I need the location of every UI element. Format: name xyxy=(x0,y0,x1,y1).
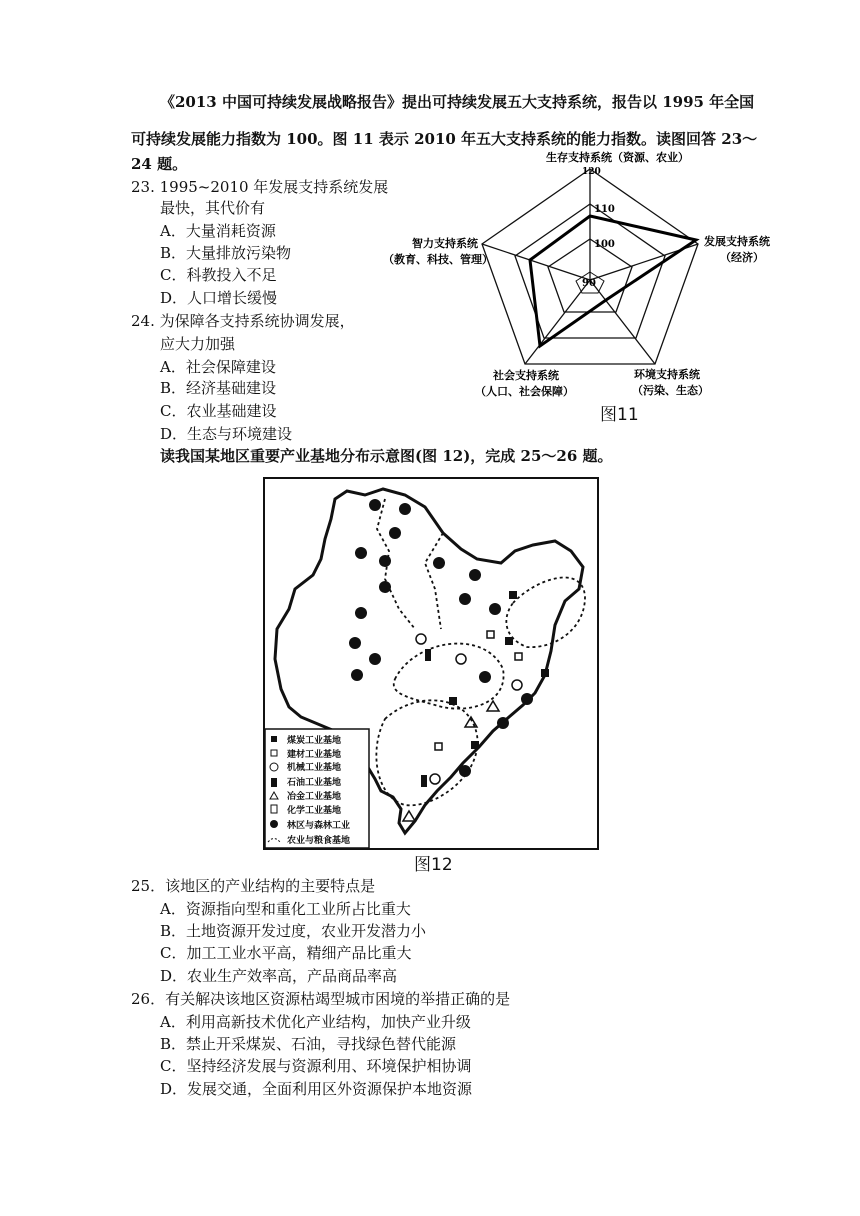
figure-11-caption: 图11 xyxy=(600,405,639,425)
q24-stem-1: 24. 为保障各支持系统协调发展， xyxy=(131,312,355,330)
q23-option-d: D．人口增长缓慢 xyxy=(160,289,278,307)
legend-chemical: 化学工业基地 xyxy=(287,806,342,816)
q23-option-a: A．大量消耗资源 xyxy=(160,222,276,240)
q23-option-c: C．科教投入不足 xyxy=(160,266,277,284)
q23-stem-1: 23. 1995~2010 年发展支持系统发展 xyxy=(131,178,389,196)
tick-120: 120 xyxy=(582,167,601,177)
q23-stem-2: 最快，其代价有 xyxy=(160,199,266,217)
q24-option-c: C．农业基础建设 xyxy=(160,402,277,420)
q26-option-a: A．利用高新技术优化产业结构，加快产业升级 xyxy=(160,1013,471,1031)
legend-forestry: 林区与森林工业 xyxy=(287,821,351,831)
q24-option-a: A．社会保障建设 xyxy=(160,358,276,376)
axis-label-development: 发展支持系统 xyxy=(704,235,770,248)
intro-2: 读我国某地区重要产业基地分布示意图(图 12)，完成 25～26 题。 xyxy=(160,447,613,465)
legend-petroleum: 石油工业基地 xyxy=(287,778,342,788)
tick-100: 100 xyxy=(594,239,615,250)
axis-label-development-sub: （经济） xyxy=(720,251,764,264)
axis-label-social: 社会支持系统 xyxy=(493,369,559,382)
q24-option-b: B．经济基础建设 xyxy=(160,379,277,397)
legend-metallurgy: 冶金工业基地 xyxy=(287,792,342,802)
q26-option-d: D．发展交通，全面利用区外资源保护本地资源 xyxy=(160,1080,473,1098)
q25-stem: 25．该地区的产业结构的主要特点是 xyxy=(131,877,376,895)
axis-label-environment: 环境支持系统 xyxy=(634,368,700,381)
q23-option-b: B．大量排放污染物 xyxy=(160,244,292,262)
q25-option-a: A．资源指向型和重化工业所占比重大 xyxy=(160,900,411,918)
intro-line-2: 可持续发展能力指数为 100。图 11 表示 2010 年五大支持系统的能力指数。读图回答 23～ xyxy=(131,130,758,148)
axis-label-intelligence-sub: （教育、科技、管理） xyxy=(383,253,493,266)
figure-12-caption: 图12 xyxy=(414,855,453,875)
figure-12-map xyxy=(263,477,599,850)
legend-building-materials: 建材工业基地 xyxy=(287,750,342,760)
figure-11-radar xyxy=(370,148,790,418)
legend-machinery: 机械工业基地 xyxy=(287,763,342,773)
legend-agriculture: 农业与粮食基地 xyxy=(287,836,351,846)
q25-option-c: C．加工工业水平高，精细产品比重大 xyxy=(160,944,412,962)
q26-option-b: B．禁止开采煤炭、石油，寻找绿色替代能源 xyxy=(160,1035,457,1053)
q24-stem-2: 应大力加强 xyxy=(160,335,236,353)
legend-coal: 煤炭工业基地 xyxy=(287,736,342,746)
q24-option-d: D．生态与环境建设 xyxy=(160,425,293,443)
q26-option-c: C．坚持经济发展与资源利用、环境保护相协调 xyxy=(160,1057,472,1075)
q26-stem: 26．有关解决该地区资源枯竭型城市困境的举措正确的是 xyxy=(131,990,511,1008)
intro-line-1: 《2013 中国可持续发展战略报告》提出可持续发展五大支持系统，报告以 1995 年全国 xyxy=(160,93,755,111)
tick-110: 110 xyxy=(594,204,615,215)
axis-label-environment-sub: （污染、生态） xyxy=(632,384,709,397)
q25-option-b: B．土地资源开发过度，农业开发潜力小 xyxy=(160,922,427,940)
axis-label-intelligence: 智力支持系统 xyxy=(412,237,478,250)
axis-label-social-sub: （人口、社会保障） xyxy=(475,385,574,398)
intro-line-3: 24 题。 xyxy=(131,155,188,173)
q25-option-d: D．农业生产效率高，产品商品率高 xyxy=(160,967,398,985)
tick-90: 90 xyxy=(582,278,596,289)
axis-label-survival: 生存支持系统（资源、农业） xyxy=(546,151,689,164)
